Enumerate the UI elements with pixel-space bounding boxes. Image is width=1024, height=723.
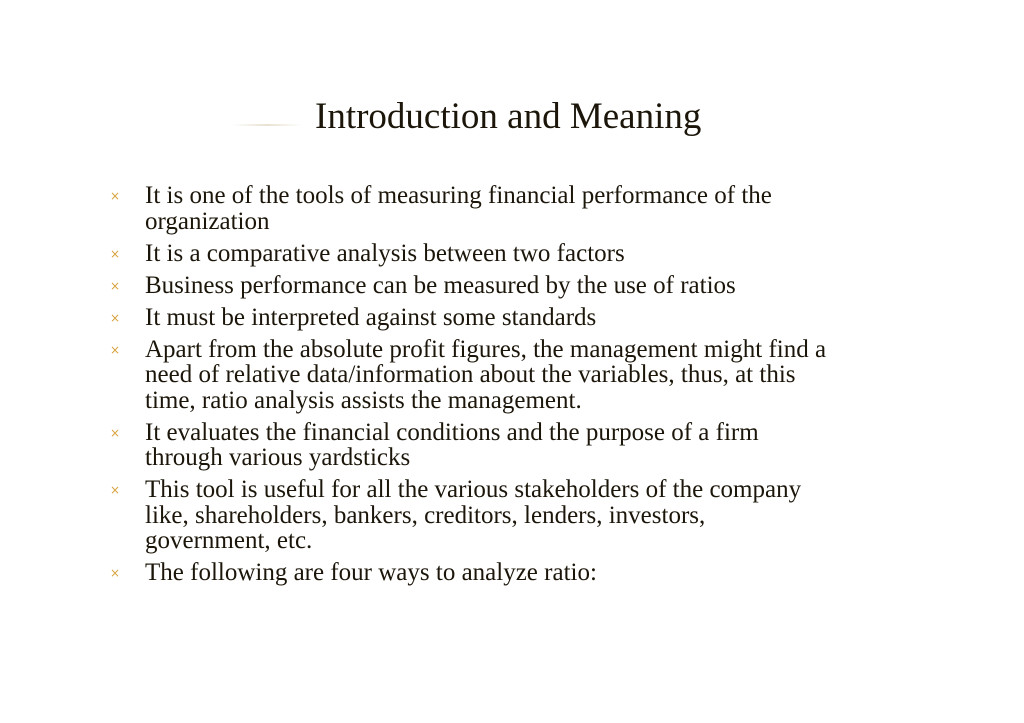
bullet-text-line: The following are four ways to analyze ratio:: [145, 559, 597, 586]
bullet-text-line: government, etc.: [145, 527, 313, 554]
x-mark-icon: ×: [110, 246, 121, 261]
slide-title: Introduction and Meaning: [315, 96, 702, 137]
bullet-item: [110, 337, 930, 414]
bullet-text-line: Business performance can be measured by the use of ratios: [145, 271, 736, 299]
x-mark-icon: ×: [110, 566, 121, 580]
bullet-text-line: organization: [145, 207, 270, 235]
bullet-item: [110, 420, 930, 471]
x-mark-icon: ×: [110, 189, 121, 203]
x-mark-icon: ×: [110, 278, 121, 293]
bullet-text-line: through various yardsticks: [145, 444, 411, 471]
bullet-text-line: Apart from the absolute profit figures, the management might find a: [145, 335, 827, 363]
bullet-text-line: It evaluates the financial conditions and the purpose of a firm: [145, 418, 759, 446]
title-decoration: [232, 124, 302, 126]
bullet-text-line: It is one of the tools of measuring financial performance of the: [145, 182, 772, 209]
x-mark-icon: ×: [110, 425, 121, 440]
x-mark-icon: ×: [110, 310, 121, 325]
bullet-list: [110, 183, 930, 592]
bullet-item: [110, 477, 930, 554]
bullet-text-line: need of relative data/information about the variables, thus, at this: [145, 361, 796, 388]
bullet-text-line: time, ratio analysis assists the management.: [145, 386, 582, 414]
bullet-item: [110, 183, 930, 234]
bullet-item: [110, 305, 930, 331]
x-mark-icon: ×: [110, 483, 121, 497]
bullet-item: [110, 560, 930, 586]
bullet-text-line: This tool is useful for all the various stakeholders of the company: [145, 476, 802, 503]
bullet-text-line: It must be interpreted against some standards: [145, 303, 597, 331]
bullet-text-line: like, shareholders, bankers, creditors, lenders, investors,: [145, 501, 706, 529]
bullet-item: [110, 241, 930, 267]
x-mark-icon: ×: [110, 342, 121, 357]
bullet-item: [110, 273, 930, 299]
bullet-text-line: It is a comparative analysis between two factors: [145, 239, 625, 267]
